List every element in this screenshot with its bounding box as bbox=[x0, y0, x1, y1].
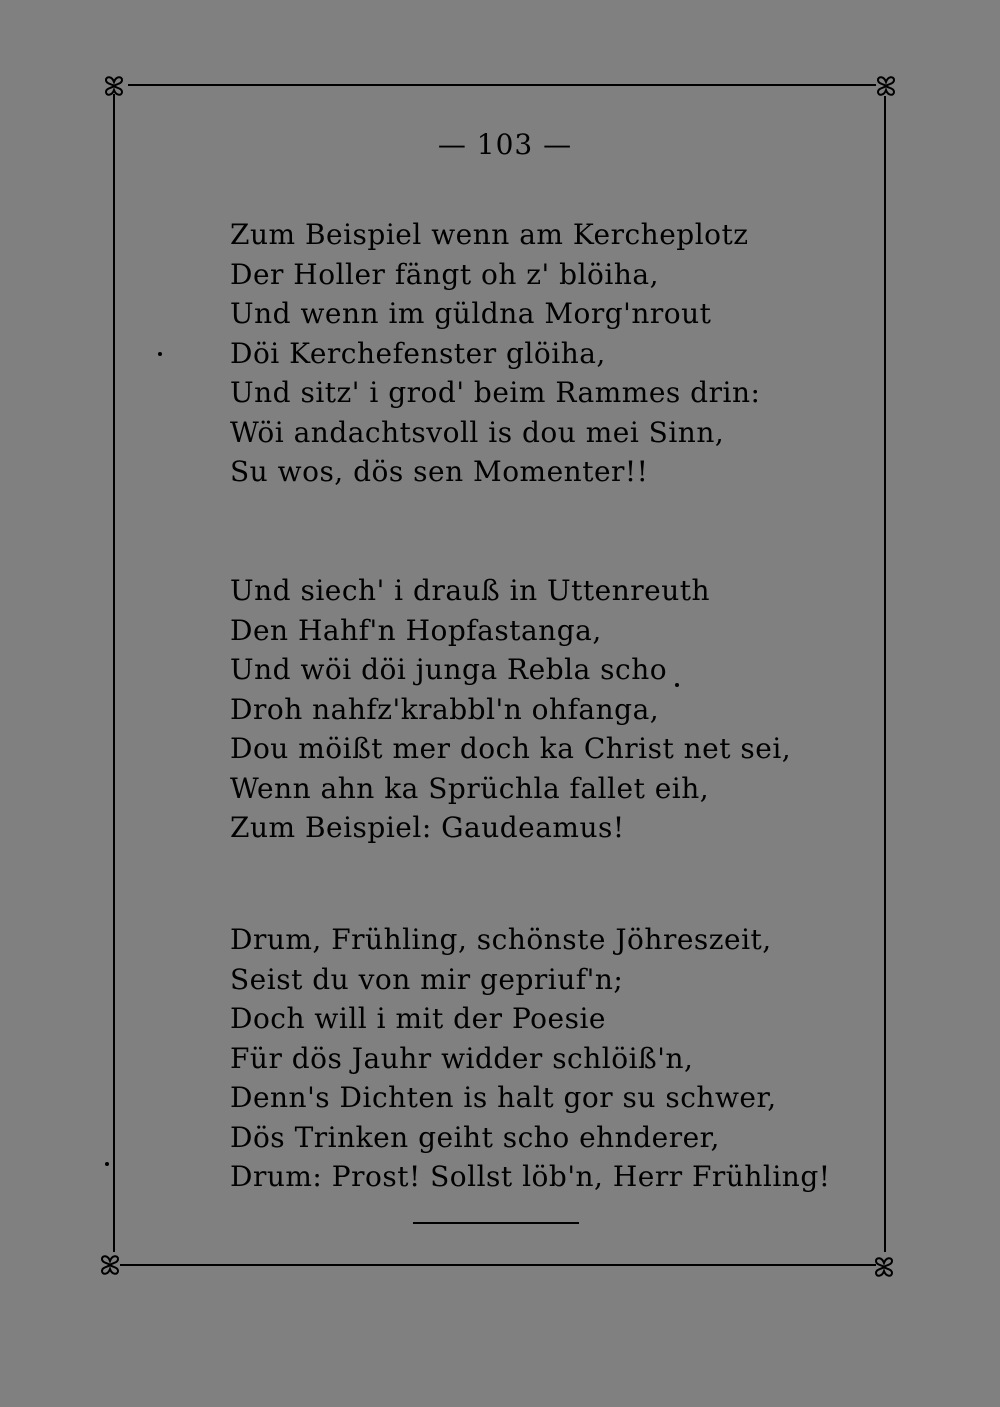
frame-top-rule bbox=[128, 84, 876, 86]
verse-line: Seist du von mir gepriuf'n; bbox=[230, 962, 624, 996]
verse-line: Droh nahfz'krabbl'n ohfanga, bbox=[230, 692, 660, 726]
frame-right-rule bbox=[884, 96, 886, 1252]
verse-line: Den Hahf'n Hopfastanga, bbox=[230, 613, 602, 647]
verse-line: Und wenn im güldna Morg'nrout bbox=[230, 297, 712, 330]
verse-line: Döi Kerchefenster glöiha, bbox=[230, 336, 606, 370]
print-speck bbox=[105, 1162, 109, 1166]
stanza-1 bbox=[230, 215, 830, 492]
verse-line: Und siech' i drauß in Uttenreuth bbox=[230, 574, 711, 607]
stanza-2 bbox=[230, 571, 830, 848]
verse-line: Dös Trinken geiht scho ehnderer, bbox=[230, 1120, 720, 1154]
print-speck bbox=[158, 352, 162, 356]
corner-ornament-icon bbox=[872, 1255, 896, 1279]
verse-line: Wenn ahn ka Sprüchla fallet eih, bbox=[230, 771, 710, 805]
frame-left-rule bbox=[113, 94, 115, 1252]
verse-line: Zum Beispiel: Gaudeamus! bbox=[230, 811, 625, 844]
verse-line: Drum: Prost! Sollst löb'n, Herr Frühling! bbox=[230, 1160, 831, 1193]
verse-line: Doch will i mit der Poesie bbox=[230, 1002, 606, 1035]
end-rule bbox=[413, 1222, 579, 1224]
print-speck bbox=[675, 683, 679, 687]
verse-line: Für dös Jauhr widder schlöiß'n, bbox=[230, 1041, 694, 1075]
corner-ornament-icon bbox=[98, 1253, 122, 1277]
page-number: — 103 — bbox=[437, 128, 573, 161]
frame-bottom-rule bbox=[120, 1264, 876, 1266]
corner-ornament-icon bbox=[874, 74, 898, 98]
verse-line: Wöi andachtsvoll is dou mei Sinn, bbox=[230, 415, 725, 449]
verse-line: Dou möißt mer doch ka Christ net sei, bbox=[230, 732, 792, 765]
verse-line: Denn's Dichten is halt gor su schwer, bbox=[230, 1081, 777, 1114]
verse-line: Der Holler fängt oh z' blöiha, bbox=[230, 257, 659, 291]
verse-line: Su wos, dös sen Momenter!! bbox=[230, 455, 649, 488]
stanza-3 bbox=[230, 920, 830, 1197]
verse-line: Und wöi döi junga Rebla scho bbox=[230, 653, 668, 686]
verse-line: Drum, Frühling, schönste Jöhreszeit, bbox=[230, 923, 772, 956]
verse-line: Und sitz' i grod' beim Rammes drin: bbox=[230, 376, 761, 409]
corner-ornament-icon bbox=[102, 74, 126, 98]
verse-line: Zum Beispiel wenn am Kercheplotz bbox=[230, 218, 749, 251]
